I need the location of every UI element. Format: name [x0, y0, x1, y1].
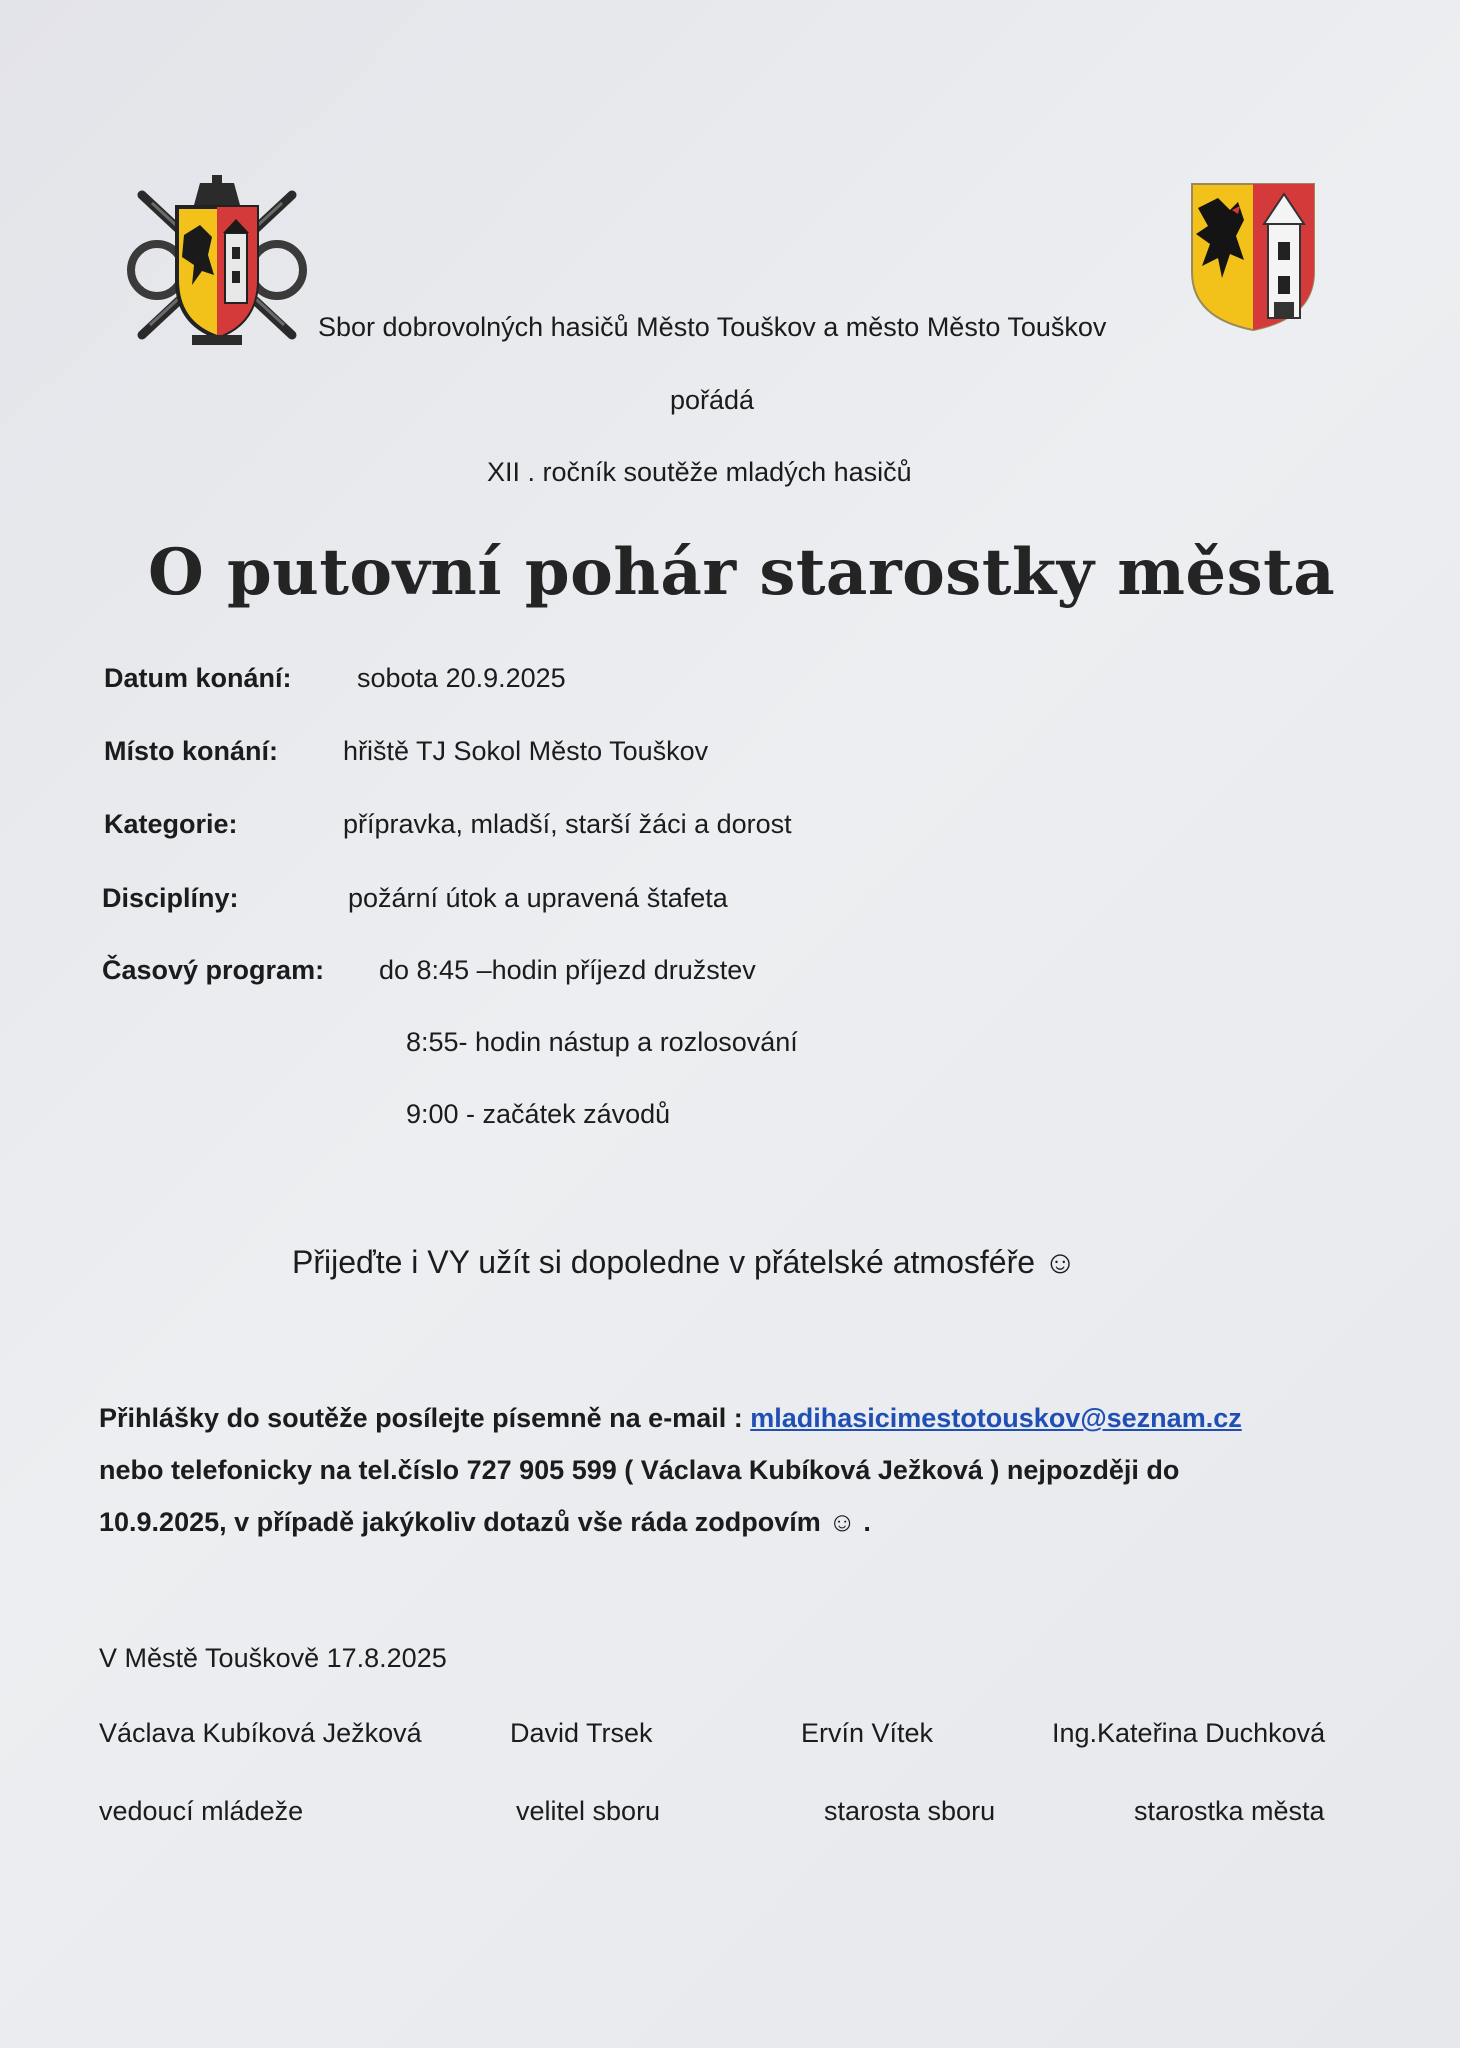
signature-role: starosta sboru — [824, 1796, 996, 1826]
firefighters-emblem-icon — [122, 175, 312, 350]
registration-text: 10.9.2025, v případě jakýkoliv dotazů vše ráda zodpovím — [99, 1507, 821, 1537]
signature-role: velitel sboru — [516, 1796, 661, 1826]
date-value: sobota 20.9.2025 — [357, 663, 566, 693]
presents-line: pořádá — [670, 385, 755, 415]
smiley-icon: ☺ — [828, 1507, 856, 1537]
registration-paragraph — [99, 1392, 1369, 1548]
signature-role: vedoucí mládeže — [99, 1796, 304, 1826]
schedule-item: do 8:45 –hodin příjezd družstev — [379, 955, 756, 985]
schedule-item: 8:55- hodin nástup a rozlosování — [406, 1027, 798, 1057]
page-title: O putovní pohár starostky města — [148, 535, 1336, 610]
place-label: Místo konání: — [104, 736, 278, 766]
place-value: hřiště TJ Sokol Město Touškov — [343, 736, 709, 766]
place-date: V Městě Touškově 17.8.2025 — [99, 1643, 447, 1673]
signature-role: starostka města — [1134, 1796, 1325, 1826]
disciplines-label: Disciplíny: — [102, 883, 239, 913]
signature-name: Ervín Vítek — [801, 1718, 934, 1748]
signature-name: Václava Kubíková Ježková — [99, 1718, 422, 1748]
category-value: přípravka, mladší, starší žáci a dorost — [343, 809, 792, 839]
date-label: Datum konání: — [104, 663, 292, 693]
schedule-label: Časový program: — [102, 955, 325, 985]
email-link[interactable]: mladihasicimestotouskov@seznam.cz — [750, 1403, 1242, 1433]
edition-line: XII . ročník soutěže mladých hasičů — [487, 457, 912, 487]
disciplines-value: požární útok a upravená štafeta — [348, 883, 728, 913]
town-coat-of-arms-icon — [1188, 180, 1318, 332]
organizers-line: Sbor dobrovolných hasičů Město Touškov a město Město Touškov — [318, 312, 1107, 342]
signature-name: Ing.Kateřina Duchková — [1052, 1718, 1326, 1748]
schedule-item: 9:00 - začátek závodů — [406, 1099, 671, 1129]
invitation-line: Přijeďte i VY užít si dopoledne v přátelské atmosféře ☺ — [292, 1244, 1077, 1280]
registration-text: Přihlášky do soutěže posílejte písemně na e-mail : — [99, 1403, 751, 1433]
signature-name: David Trsek — [510, 1718, 653, 1748]
category-label: Kategorie: — [104, 809, 238, 839]
registration-text: . — [855, 1507, 871, 1537]
registration-text: nebo telefonicky na tel.číslo 727 905 599 ( Václava Kubíková Ježková ) nejpozději do — [99, 1455, 1180, 1485]
